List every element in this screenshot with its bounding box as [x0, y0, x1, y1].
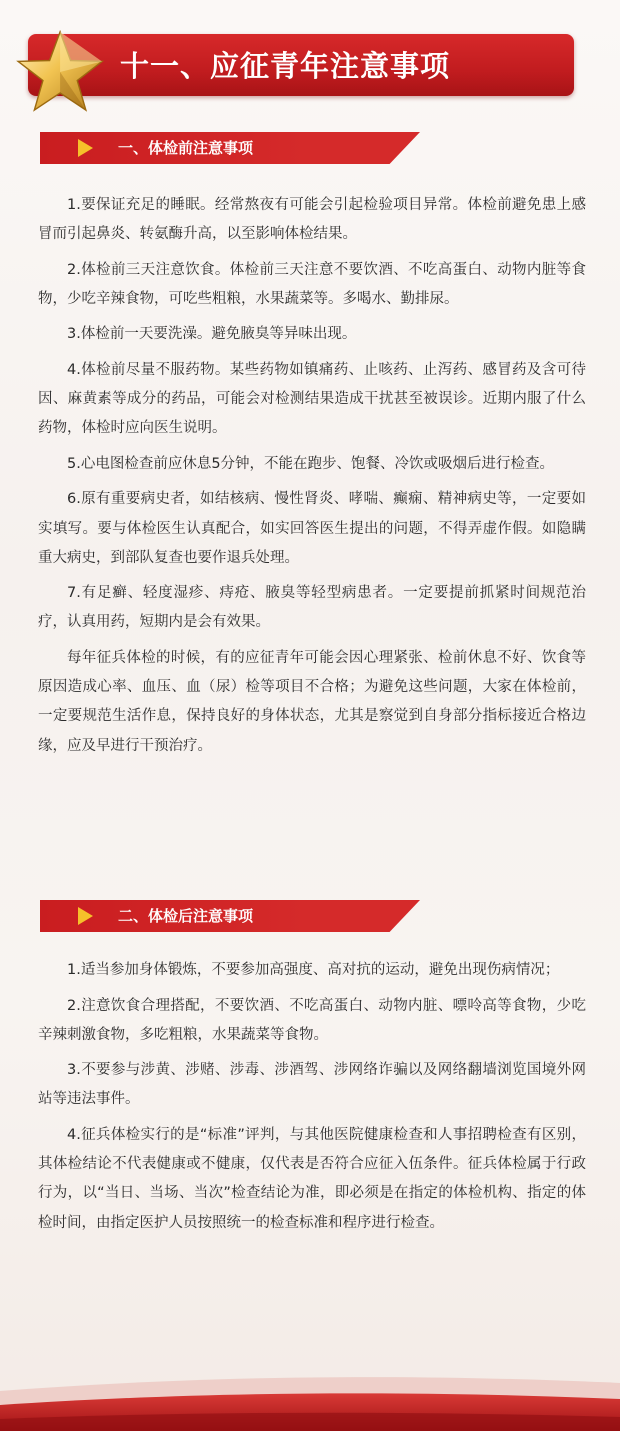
paragraph: 4.征兵体检实行的是“标准”评判，与其他医院健康检查和人事招聘检查有区别，其体检结论不代表健康或不健康，仅代表是否符合应征入伍条件。征兵体检属于行政行为，以“当日、当场、当次”检查结论为准，即必须是在指定的体检机构、指定的体检时间，由指定医护人员按照统一的检查标准和程序进行检查。 [38, 1126, 586, 1231]
page-title: 十一、应征青年注意事项 [120, 49, 451, 83]
paragraph: 2.注意饮食合理搭配，不要饮酒、不吃高蛋白、动物内脏、嘌呤高等食物，少吃辛辣刺激食物，多吃粗粮，水果蔬菜等食物。 [38, 997, 586, 1043]
star-icon [14, 30, 110, 112]
section-title: 二、体检后注意事项 [118, 907, 254, 925]
play-arrow-icon [78, 907, 93, 925]
paragraph: 4.体检前尽量不服药物。某些药物如镇痛药、止咳药、止泻药、感冒药及含可待因、麻黄素等成分的药品，可能会对检测结果造成干扰甚至被误诊。近期内服了什么药物，体检时应向医生说明。 [38, 361, 586, 437]
paragraph: 5.心电图检查前应休息5分钟，不能在跑步、饱餐、冷饮或吸烟后进行检查。 [67, 455, 555, 472]
paragraph: 每年征兵体检的时候，有的应征青年可能会因心理紧张、检前休息不好、饮食等原因造成心率、血压、血（尿）检等项目不合格；为避免这些问题，大家在体检前，一定要规范生活作息，保持良好的身体状态，尤其是察觉到自身部分指标接近合格边缘，应及早进行干预治疗。 [38, 649, 586, 754]
play-arrow-icon [78, 139, 93, 157]
paragraph: 6.原有重要病史者，如结核病、慢性肾炎、哮喘、癫痫、精神病史等，一定要如实填写。要与体检医生认真配合，如实回答医生提出的问题，不得弄虚作假。如隐瞒重大病史，到部队复查也要作退兵处理。 [38, 491, 586, 566]
paragraph: 2.体检前三天注意饮食。体检前三天注意不要饮酒、不吃高蛋白、动物内脏等食物，少吃辛辣食物，可吃些粗粮，水果蔬菜等。多喝水、勤排尿。 [38, 261, 586, 307]
footer-decoration [0, 1341, 620, 1431]
section-body [38, 191, 586, 767]
paragraph: 1.适当参加身体锻炼，不要参加高强度、高对抗的运动，避免出现伤病情况； [67, 962, 560, 978]
paragraph: 1.要保证充足的睡眠。经常熬夜有可能会引起检验项目异常。体检前避免患上感冒而引起鼻炎、转氨酶升高，以至影响体检结果。 [38, 197, 586, 243]
section-title: 一、体检前注意事项 [118, 139, 254, 157]
paragraph: 3.不要参与涉黄、涉赌、涉毒、涉酒驾、涉网络诈骗以及网络翻墙浏览国境外网站等违法事件。 [38, 1062, 586, 1108]
paragraph: 3.体检前一天要洗澡。避免腋臭等异味出现。 [67, 326, 357, 343]
section-body [38, 956, 586, 1244]
paragraph: 7.有足癣、轻度湿疹、痔疮、腋臭等轻型病患者。一定要提前抓紧时间规范治疗，认真用药，短期内是会有效果。 [38, 585, 586, 631]
